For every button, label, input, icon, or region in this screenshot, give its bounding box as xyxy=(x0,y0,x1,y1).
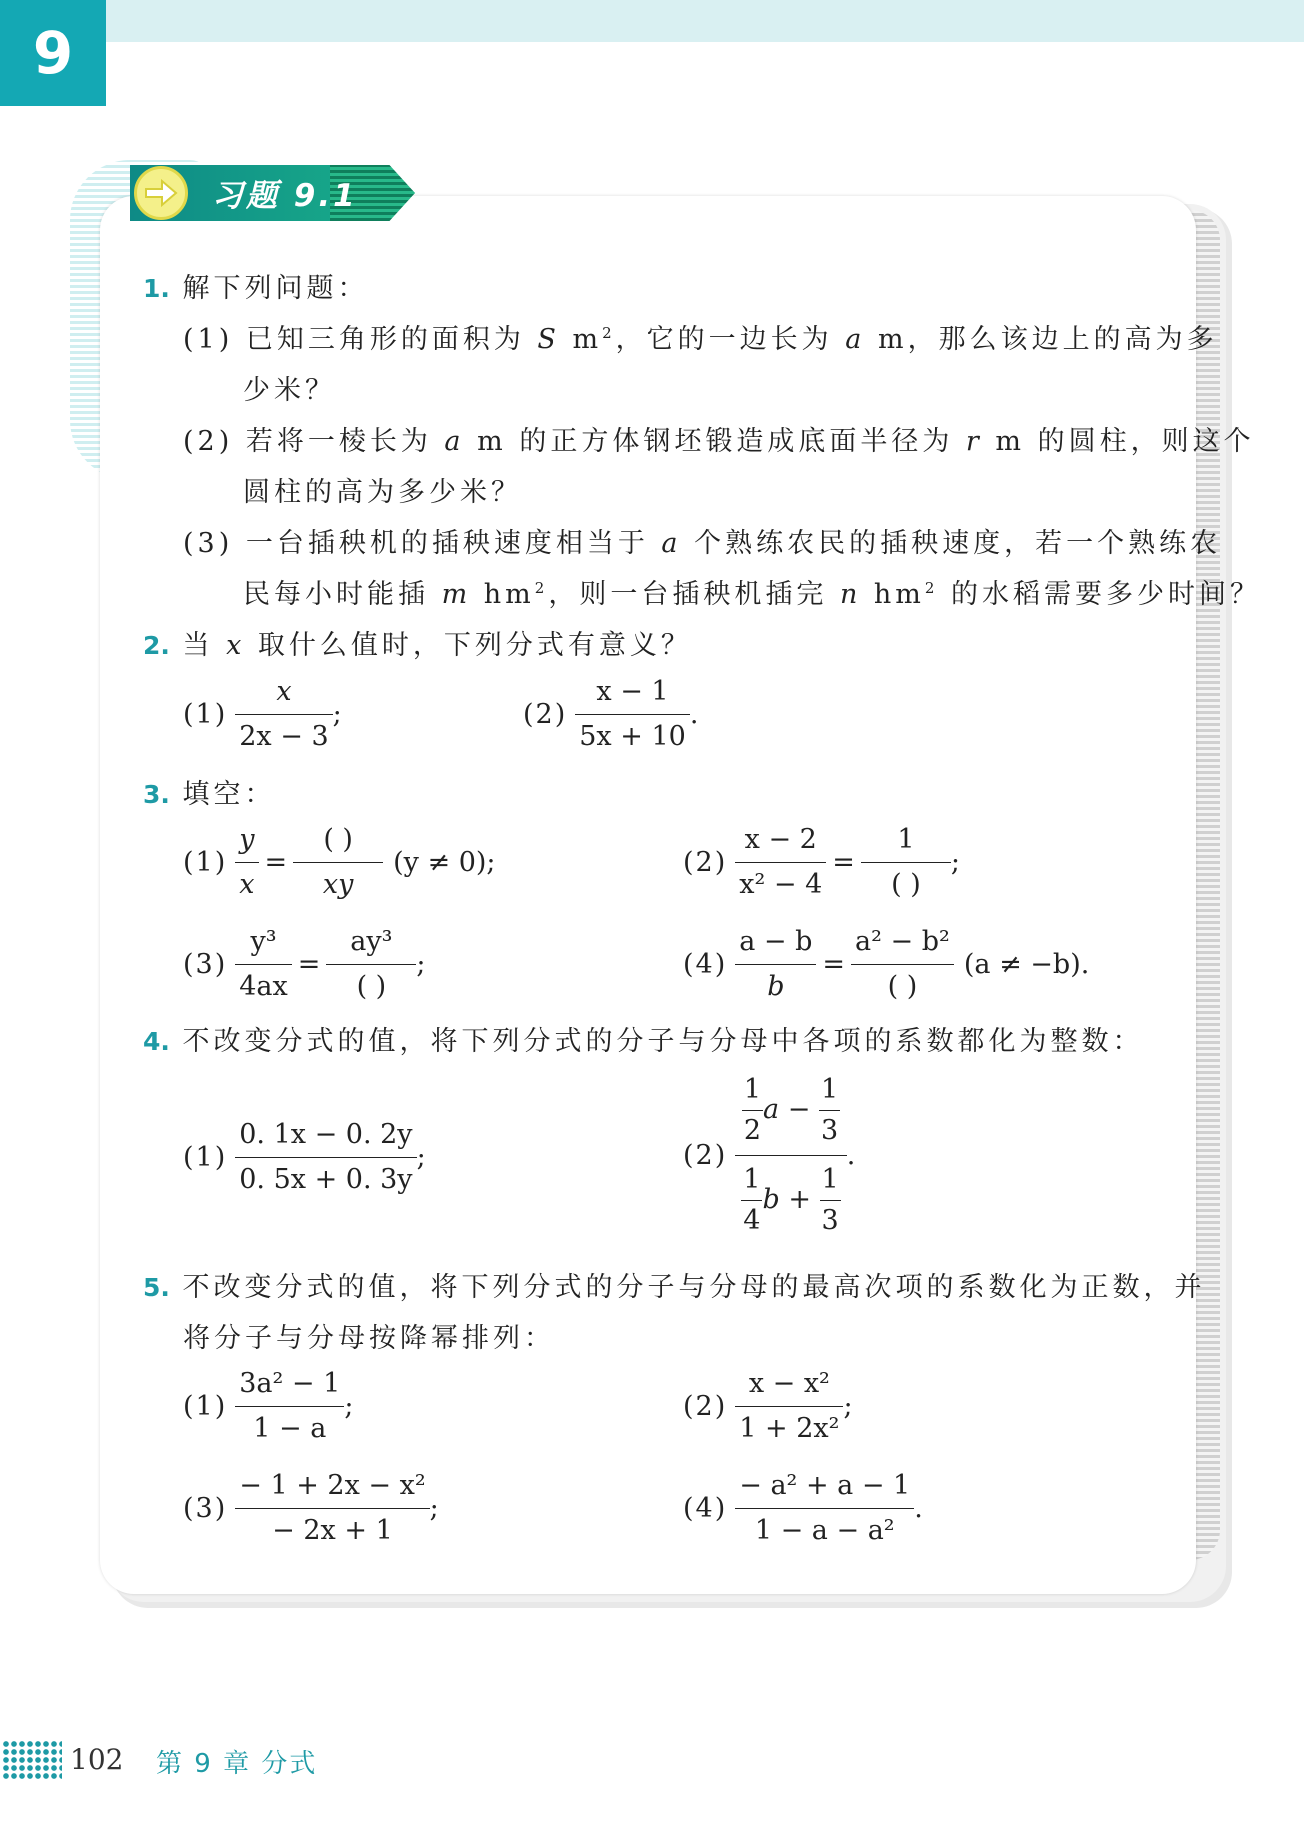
q3-item1 xyxy=(183,818,496,907)
fraction xyxy=(735,1464,914,1553)
denominator: 5x + 10 xyxy=(575,714,690,759)
item-label: (2) xyxy=(683,1391,728,1422)
q1-part1-line1 xyxy=(183,317,1218,356)
q1-text: (1) 已知三角形的面积为 xyxy=(183,324,538,355)
punctuation: ; xyxy=(429,1493,439,1524)
fraction-right xyxy=(293,818,383,907)
unit: m xyxy=(995,426,1026,457)
q3-item4 xyxy=(683,920,1089,1009)
q1-stem-line xyxy=(143,266,369,305)
q5-stem-line1 xyxy=(143,1265,1206,1304)
punctuation: ; xyxy=(416,949,426,980)
q2-number: 2. xyxy=(143,631,170,660)
numerator: 3a² − 1 xyxy=(239,1368,341,1399)
punctuation: . xyxy=(846,1140,856,1171)
denominator-blank: ( ) xyxy=(326,964,416,1009)
q1-text: (2) 若将一棱长为 xyxy=(183,426,445,457)
complex-numerator xyxy=(735,1070,846,1155)
equals-sign: = xyxy=(832,847,855,878)
fraction-right xyxy=(861,818,951,907)
exponent: 2 xyxy=(924,579,939,597)
arrow-right-icon xyxy=(134,166,188,220)
fraction-quarter xyxy=(741,1160,762,1241)
q4-item2 xyxy=(683,1070,855,1241)
q4-stem: 不改变分式的值，将下列分式的分子与分母中各项的系数都化为整数： xyxy=(182,1026,1144,1057)
var-x: x xyxy=(226,630,246,661)
unit: hm xyxy=(873,579,925,610)
punctuation: ; xyxy=(332,699,342,730)
q4-item1 xyxy=(183,1113,426,1202)
var-r: r xyxy=(965,426,983,457)
q1-part1-line2: 少米？ xyxy=(243,375,336,406)
denominator: 1 − a − a² xyxy=(735,1508,914,1553)
denominator: 2x − 3 xyxy=(235,714,332,759)
fraction-left xyxy=(235,818,258,907)
punctuation: . xyxy=(689,699,699,730)
q1-text: 个熟练农民的插秧速度，若一个熟练农 xyxy=(681,528,1222,559)
q4-number: 4. xyxy=(143,1027,170,1056)
item-label: (1) xyxy=(183,699,228,730)
q1-text: 的圆柱，则这个 xyxy=(1025,426,1255,457)
punctuation: ; xyxy=(950,847,961,878)
q3-item3 xyxy=(183,920,426,1009)
denominator: 4 xyxy=(741,1200,762,1241)
var-m: m xyxy=(441,579,472,610)
punctuation: . xyxy=(914,1493,923,1524)
top-color-band xyxy=(0,0,1304,42)
var-b: b xyxy=(762,1184,780,1215)
numerator: x xyxy=(276,676,292,707)
numerator: − 1 + 2x − x² xyxy=(239,1470,426,1501)
q5-stem: 不改变分式的值，将下列分式的分子与分母的最高次项的系数化为正数，并 xyxy=(182,1272,1206,1303)
plus-sign: + xyxy=(779,1184,820,1215)
q2-text: 当 xyxy=(182,630,227,661)
fraction-right xyxy=(851,920,954,1009)
page-number: 102 xyxy=(70,1743,124,1776)
item-label: (1) xyxy=(183,1142,228,1173)
q4-stem-line xyxy=(143,1019,1144,1058)
q1-stem: 解下列问题： xyxy=(182,273,369,304)
fraction-half xyxy=(742,1070,763,1151)
q1-text: ，它的一边长为 xyxy=(615,324,846,355)
item-label: (2) xyxy=(683,847,728,878)
q1-part3-line1 xyxy=(183,521,1221,560)
chapter-number: 9 xyxy=(32,19,74,87)
q1-part2-line1 xyxy=(183,419,1255,458)
fraction xyxy=(235,1113,416,1202)
unit: m xyxy=(572,324,603,355)
exponent: 2 xyxy=(602,324,616,342)
numerator: − a² + a − 1 xyxy=(739,1470,911,1501)
var-S: S xyxy=(537,324,560,355)
fraction-third xyxy=(819,1070,840,1151)
punctuation: ; xyxy=(344,1391,354,1422)
item-label: (3) xyxy=(183,949,228,980)
numerator: a² − b² xyxy=(855,926,950,957)
punctuation: ; xyxy=(416,1142,426,1173)
denominator: 4ax xyxy=(235,964,292,1009)
numerator: 1 xyxy=(821,1164,839,1195)
exponent: 2 xyxy=(534,579,549,597)
denominator: 3 xyxy=(820,1200,841,1241)
numerator: ay³ xyxy=(350,926,393,957)
complex-denominator xyxy=(735,1155,846,1241)
q1-text: 民每小时能插 xyxy=(243,579,442,610)
numerator: 1 xyxy=(743,1164,761,1195)
q1-number: 1. xyxy=(143,274,170,303)
fraction xyxy=(235,1362,344,1451)
var-n: n xyxy=(839,579,862,610)
q5-item3 xyxy=(183,1464,439,1553)
chapter-label: 第 9 章 分式 xyxy=(156,1749,318,1779)
q1-part2-line2: 圆柱的高为多少米？ xyxy=(243,477,522,508)
q1-text: ，那么该边上的高为多 xyxy=(907,324,1218,355)
numerator: x − 1 xyxy=(596,676,669,707)
fraction-third xyxy=(820,1160,841,1241)
q5-stem-line2: 将分子与分母按降幂排列： xyxy=(183,1323,555,1354)
denominator: x² − 4 xyxy=(735,862,826,907)
q1-text: 的水稻需要多少时间？ xyxy=(938,579,1262,610)
q1-text: (3) 一台插秧机的插秧速度相当于 xyxy=(183,528,662,559)
fraction-left xyxy=(235,920,292,1009)
var-a: a xyxy=(763,1094,780,1125)
fraction xyxy=(235,1464,429,1553)
denominator: 0. 5x + 0. 3y xyxy=(235,1157,416,1202)
q2-text: 取什么值时，下列分式有意义？ xyxy=(245,630,692,661)
fraction-left xyxy=(735,920,816,1009)
equals-sign: = xyxy=(822,949,846,980)
q3-item2 xyxy=(683,818,960,907)
denominator: xy xyxy=(293,862,383,907)
denominator-blank: ( ) xyxy=(851,964,954,1009)
q2-stem-line xyxy=(143,623,692,662)
q5-number: 5. xyxy=(143,1273,170,1302)
footer-dots-icon xyxy=(2,1740,62,1780)
denominator: − 2x + 1 xyxy=(235,1508,429,1553)
denominator: 1 − a xyxy=(235,1406,344,1451)
numerator: y³ xyxy=(250,926,277,957)
unit: m xyxy=(477,426,507,457)
exercise-title: 习题 9.1 xyxy=(212,178,358,214)
q5-item1 xyxy=(183,1362,353,1451)
minus-sign: − xyxy=(779,1094,819,1125)
q1-text: ，则一台插秧机插完 xyxy=(548,579,840,610)
var-a: a xyxy=(845,324,866,355)
denominator: x xyxy=(235,862,258,907)
q5-item2 xyxy=(683,1362,853,1451)
equals-sign: = xyxy=(264,847,288,878)
numerator: 1 xyxy=(820,1074,839,1105)
q5-item4 xyxy=(683,1464,923,1553)
denominator: 3 xyxy=(819,1110,840,1151)
fraction xyxy=(575,670,690,759)
complex-fraction xyxy=(735,1070,846,1241)
numerator: 0. 1x − 0. 2y xyxy=(239,1119,413,1150)
q3-stem: 填空： xyxy=(182,779,276,810)
q2-item2 xyxy=(523,670,698,759)
punctuation: ; xyxy=(843,1391,853,1422)
denominator: b xyxy=(735,964,816,1009)
item-label: (3) xyxy=(183,1493,228,1524)
q1-part3-line2 xyxy=(243,572,1261,611)
q3-stem-line xyxy=(143,772,276,811)
numerator: a − b xyxy=(739,926,813,957)
equals-sign: = xyxy=(297,949,321,980)
numerator: 1 xyxy=(743,1074,762,1105)
chapter-number-tab xyxy=(0,0,106,106)
item-label: (4) xyxy=(683,949,728,980)
fraction-left xyxy=(735,818,826,907)
item-label: (4) xyxy=(683,1493,728,1524)
denominator: 2 xyxy=(742,1110,763,1151)
numerator: x − x² xyxy=(748,1368,830,1399)
condition: (a ≠ −b). xyxy=(963,949,1090,980)
q1-text: 的正方体钢坯锻造成底面半径为 xyxy=(506,426,966,457)
denominator: 1 + 2x² xyxy=(735,1406,843,1451)
item-label: (2) xyxy=(683,1140,728,1171)
unit: hm xyxy=(483,579,535,610)
var-a: a xyxy=(661,528,682,559)
numerator: y xyxy=(239,824,255,855)
condition: (y ≠ 0); xyxy=(393,847,496,878)
item-label: (1) xyxy=(183,847,228,878)
numerator: x − 2 xyxy=(744,824,817,855)
unit: m xyxy=(877,324,908,355)
fraction xyxy=(235,670,332,759)
fraction-right xyxy=(326,920,416,1009)
item-label: (1) xyxy=(183,1391,228,1422)
fraction xyxy=(735,1362,843,1451)
item-label: (2) xyxy=(523,699,568,730)
var-a: a xyxy=(444,426,465,457)
numerator: 1 xyxy=(897,824,915,855)
q3-number: 3. xyxy=(143,780,170,809)
denominator-blank: ( ) xyxy=(861,862,951,907)
q2-item1 xyxy=(183,670,342,759)
numerator-blank: ( ) xyxy=(323,824,353,855)
